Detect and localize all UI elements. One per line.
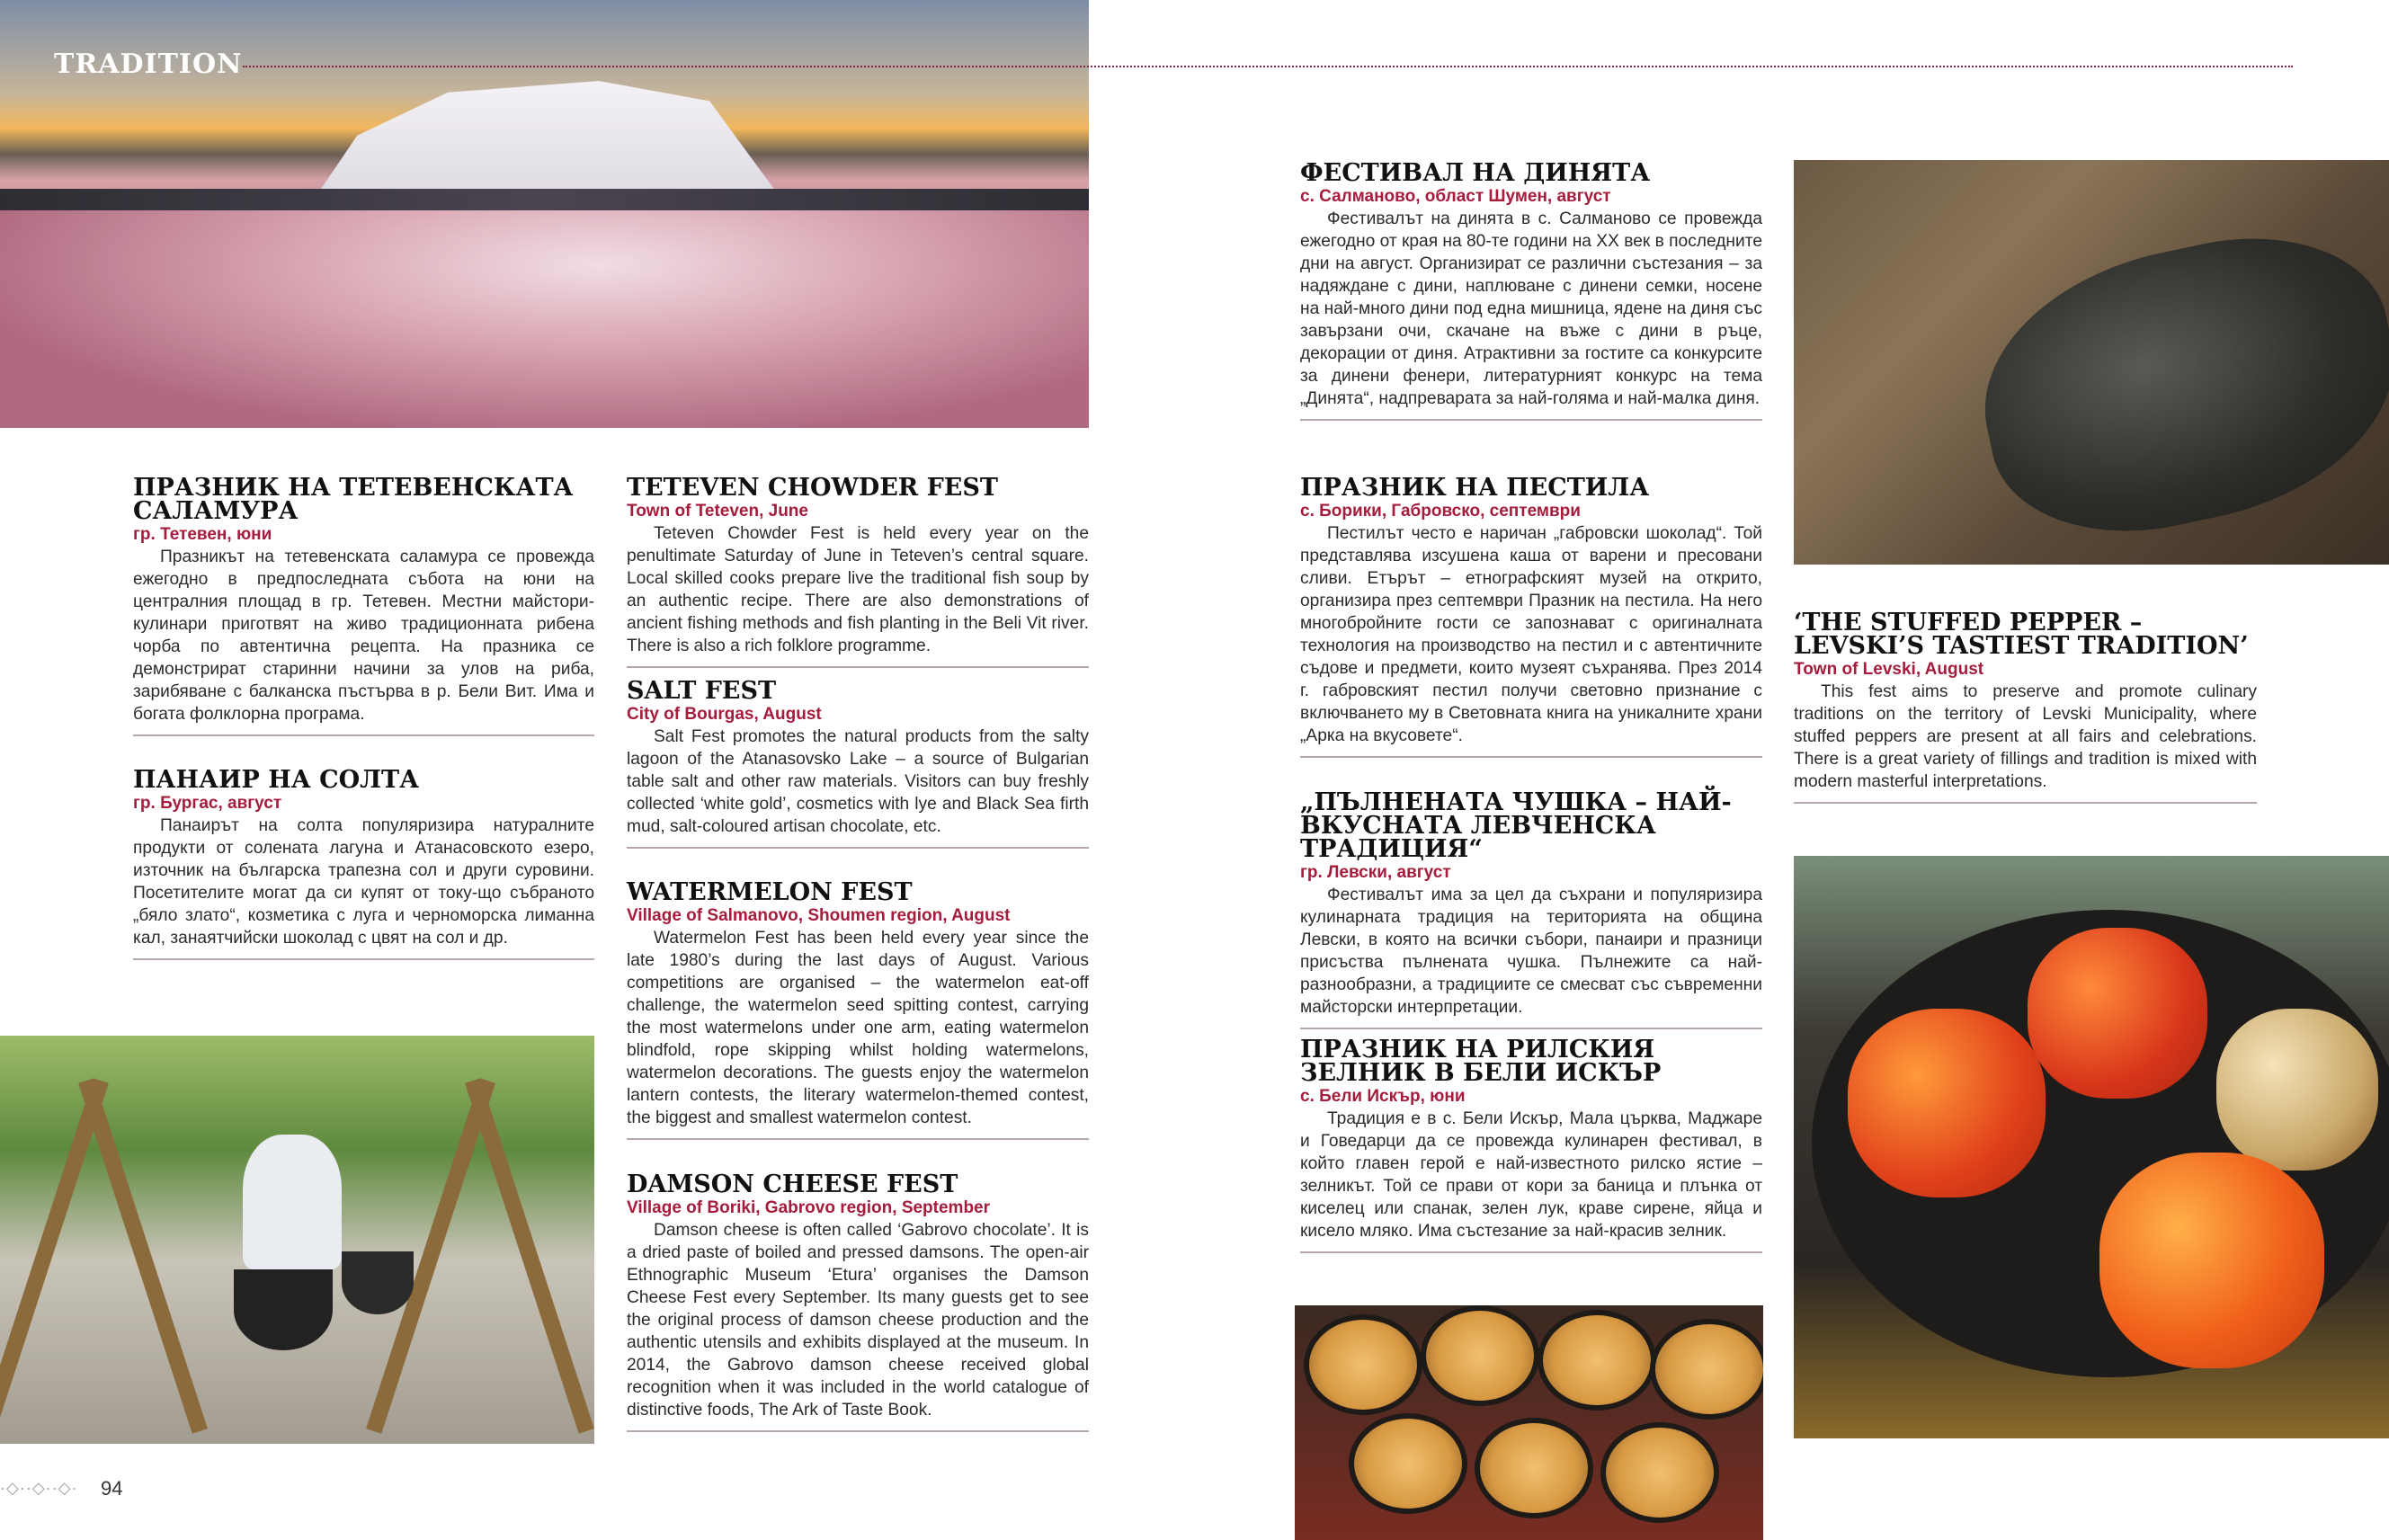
pepper xyxy=(2099,1153,2324,1368)
zelnik-pies-photo xyxy=(1295,1305,1763,1540)
article-divider xyxy=(1300,1028,1762,1029)
article-divider xyxy=(1794,802,2257,804)
article-teteven-chowder-bg xyxy=(133,476,594,736)
cauldron xyxy=(342,1251,414,1314)
article-salt-fair-bg xyxy=(133,766,594,960)
tripod-leg xyxy=(78,1078,208,1433)
article-title: ПРАЗНИК НА ПЕСТИЛА xyxy=(1300,474,1650,502)
article-body: Watermelon Fest has been held every year since the late 1980’s during the last days of August. Various competitions are organised – the watermelon eat-off challenge, the watermelon seed spitting contest, carrying the most watermelons under one arm, eating watermelon blindfold, rope skipping whilst holding watermelons, watermelon decorations. The guests enjoy the watermelon lantern contests, the literary watermelon-themed contest, the biggest and smallest watermelon contest. xyxy=(627,929,1089,1127)
article-title: ПАНАИР НА СОЛТА xyxy=(133,766,420,794)
article-location: с. Салманово, област Шумен, август xyxy=(1300,187,1611,206)
article-title: TETEVEN CHOWDER FEST xyxy=(627,474,998,502)
article-body: Панаирът на солта популяризира натуралните продукти от солената лагуна и Атанасовското езеро, източник на българска трапезна сол и други суровини. Посетителите могат да си купят от току-що събраното „бяло злато“, козметика с луга и черноморска лиманна кал, занаятчийски шоколад с цвят на сол и др. xyxy=(133,816,594,948)
article-location: с. Борики, Габровско, септември xyxy=(1300,502,1581,521)
article-location: Town of Levski, August xyxy=(1794,660,1984,679)
article-divider xyxy=(1300,419,1762,421)
article-body: Празникът на тетевенската саламура се провежда ежегодно в предпоследната събота на юни на централния площад в гр. Тетевен. Местни майстори-кулинари приготвят на живо традиционната рибена чорба по автентична рецепта. На празника се демонстрират старинни начини за улов на риба, зарибяване с балканска пъстърва в р. Бели Вит. Има и богата фолклорна програма. xyxy=(133,547,594,724)
article-body: Фестивалът има за цел да съхрани и популяризира кулинарната традиция на територията на община Левски, в която на всички събори, панаири и празници присъства пълнената чушка. Пълнежите са най-разнообразни, а традициите се смесват със съвременни майсторски интерпретации. xyxy=(1300,886,1762,1017)
article-divider xyxy=(627,847,1089,849)
damson-cheese-photo xyxy=(1794,160,2389,565)
article-zelnik-bg xyxy=(1300,1038,1762,1253)
shoreline xyxy=(0,189,1089,210)
article-title: ПРАЗНИК НА РИЛСКИЯ ЗЕЛНИК В БЕЛИ ИСКЪР xyxy=(1300,1036,1662,1087)
article-pestil-bg xyxy=(1300,476,1762,758)
stuffed-peppers-photo xyxy=(1794,856,2389,1438)
pepper-filling xyxy=(2216,1009,2378,1171)
article-title: SALT FEST xyxy=(627,677,777,705)
salt-flat xyxy=(0,210,1089,428)
pestil-roll xyxy=(1959,209,2389,559)
article-location: Town of Teteven, June xyxy=(627,502,808,521)
article-location: гр. Левски, август xyxy=(1300,863,1451,882)
article-location: Village of Boriki, Gabrovo region, September xyxy=(627,1198,991,1217)
article-stuffed-pepper-en xyxy=(1794,611,2257,804)
pepper xyxy=(1848,1009,2046,1197)
article-title: ФЕСТИВАЛ НА ДИНЯТА xyxy=(1300,159,1651,187)
festival-cauldron-photo xyxy=(0,1036,594,1444)
article-teteven-chowder-en xyxy=(627,476,1089,668)
article-location: гр. Бургас, август xyxy=(133,794,282,813)
article-body: This fest aims to preserve and promote culinary traditions on the territory of Levski Municipality, where stuffed peppers are present at all fairs and celebrations. There is a great variety of fillings and tradition is mixed with modern masterful interpretations. xyxy=(1794,682,2257,791)
header-dotted-rule xyxy=(243,66,2293,67)
article-location: Village of Salmanovo, Shoumen region, August xyxy=(627,906,1011,925)
article-location: с. Бели Искър, юни xyxy=(1300,1087,1466,1106)
article-body: Традиция е в с. Бели Искър, Мала църква, Маджаре и Говедарци да се провежда кулинарен фестивал, в който главен герой е най-известното рилско ястие – зелникът. Той се прави от кори за баница и плънка от киселец или спанак, зелен лук, краве сирене, яйца и кисело мляко. Има състезание за най-красив зелник. xyxy=(1300,1109,1762,1241)
article-body: Damson cheese is often called ‘Gabrovo chocolate’. It is a dried paste of boiled and pressed damsons. The open-air Ethnographic Museum ‘Etura’ organises the Damson Cheese Fest every September. Its many guests get to see the original process of damson cheese production and the authentic utensils and exhibits displayed at the museum. In 2014, the Gabrovo damson cheese received global recognition when it was included in the world catalogue of distinctive foods, The Ark of Taste Book. xyxy=(627,1221,1089,1420)
page-ornament: ·◇··◇··◇· xyxy=(0,1479,78,1497)
article-divider xyxy=(627,1138,1089,1140)
pie xyxy=(1538,1310,1656,1411)
article-body: Teteven Chowder Fest is held every year on the penultimate Saturday of June in Teteven’s central square. Local skilled cooks prepare live the traditional fish soup by an authentic recipe. There are also demonstrations of ancient fishing methods and fish planting in the Beli Vit river. There is also a rich folklore programme. xyxy=(627,524,1089,655)
article-divider xyxy=(627,1430,1089,1432)
article-title: „ПЪЛНЕНАТА ЧУШКА – НАЙ-ВКУСНАТА ЛЕВЧЕНСКА ТРАДИЦИЯ“ xyxy=(1300,788,1732,863)
article-divider xyxy=(627,666,1089,668)
article-title: ПРАЗНИК НА ТЕТЕВЕНСКАТА САЛАМУРА xyxy=(133,474,574,525)
pie xyxy=(1600,1422,1719,1523)
pie xyxy=(1421,1305,1539,1406)
article-title: WATERMELON FEST xyxy=(627,878,913,906)
article-damson-cheese-en xyxy=(627,1173,1089,1432)
pie xyxy=(1304,1314,1422,1415)
article-divider xyxy=(1300,1251,1762,1253)
article-body: Пестилът често е наричан „габровски шоколад“. Той представлява изсушена каша от варени и пресовани сливи. Етърът – етнографският музей на открито, организира през септември Празник на пестила. На него многобройните гости се запознават с оригиналната технология на производство на пестил и с автентичните съдове и предмети, които музеят съхранява. През 2014 г. габровският пестил получи световно признание с включването му в Световната книга на уникалните храни „Арка на вкусовете“. xyxy=(1300,524,1762,745)
article-title: ‘THE STUFFED PEPPER – LEVSKI’S TASTIEST TRADITION’ xyxy=(1794,609,2249,660)
article-body: Фестивалът на динята в с. Салманово се провежда ежегодно от края на 80-те години на XX век в последните дни на август. Организират се различни състезания – за надяждане с дини, наплюване с динени семки, носене на най-много дини под една мишница, ядене на диня със завързани очи, скачане на въже с дини в ръце, декорации от диня. Атрактивни за гостите са конкурсите за динени фенери, литературният конкурс на тема „Динята“, надпреварата за най-голяма и най-малка диня. xyxy=(1300,209,1762,408)
article-divider xyxy=(1300,756,1762,758)
pie xyxy=(1650,1319,1763,1420)
article-salt-fest-en xyxy=(627,677,1089,849)
article-location: гр. Тетевен, юни xyxy=(133,525,272,544)
tripod-leg xyxy=(465,1078,594,1433)
article-divider xyxy=(133,958,594,960)
pie xyxy=(1475,1418,1593,1518)
tripod-leg xyxy=(0,1078,109,1433)
article-divider xyxy=(133,734,594,736)
article-watermelon-bg xyxy=(1300,159,1762,421)
article-location: City of Bourgas, August xyxy=(627,705,822,724)
cauldron xyxy=(234,1269,333,1350)
cook-figure xyxy=(243,1135,342,1269)
page-number: 94 xyxy=(101,1477,123,1500)
section-label: TRADITION xyxy=(54,49,243,80)
article-stuffed-pepper-bg xyxy=(1300,788,1762,1029)
article-body: Salt Fest promotes the natural products from the salty lagoon of the Atanasovsko Lake – a source of Bulgarian table salt and other raw materials. Visitors can buy freshly collected ‘white gold’, cosmetics with lye and Black Sea firth mud, salt-coloured artisan chocolate, etc. xyxy=(627,727,1089,836)
article-watermelon-fest-en xyxy=(627,878,1089,1140)
pie xyxy=(1349,1413,1467,1514)
pepper xyxy=(2028,928,2207,1099)
article-title: DAMSON CHEESE FEST xyxy=(627,1171,958,1198)
